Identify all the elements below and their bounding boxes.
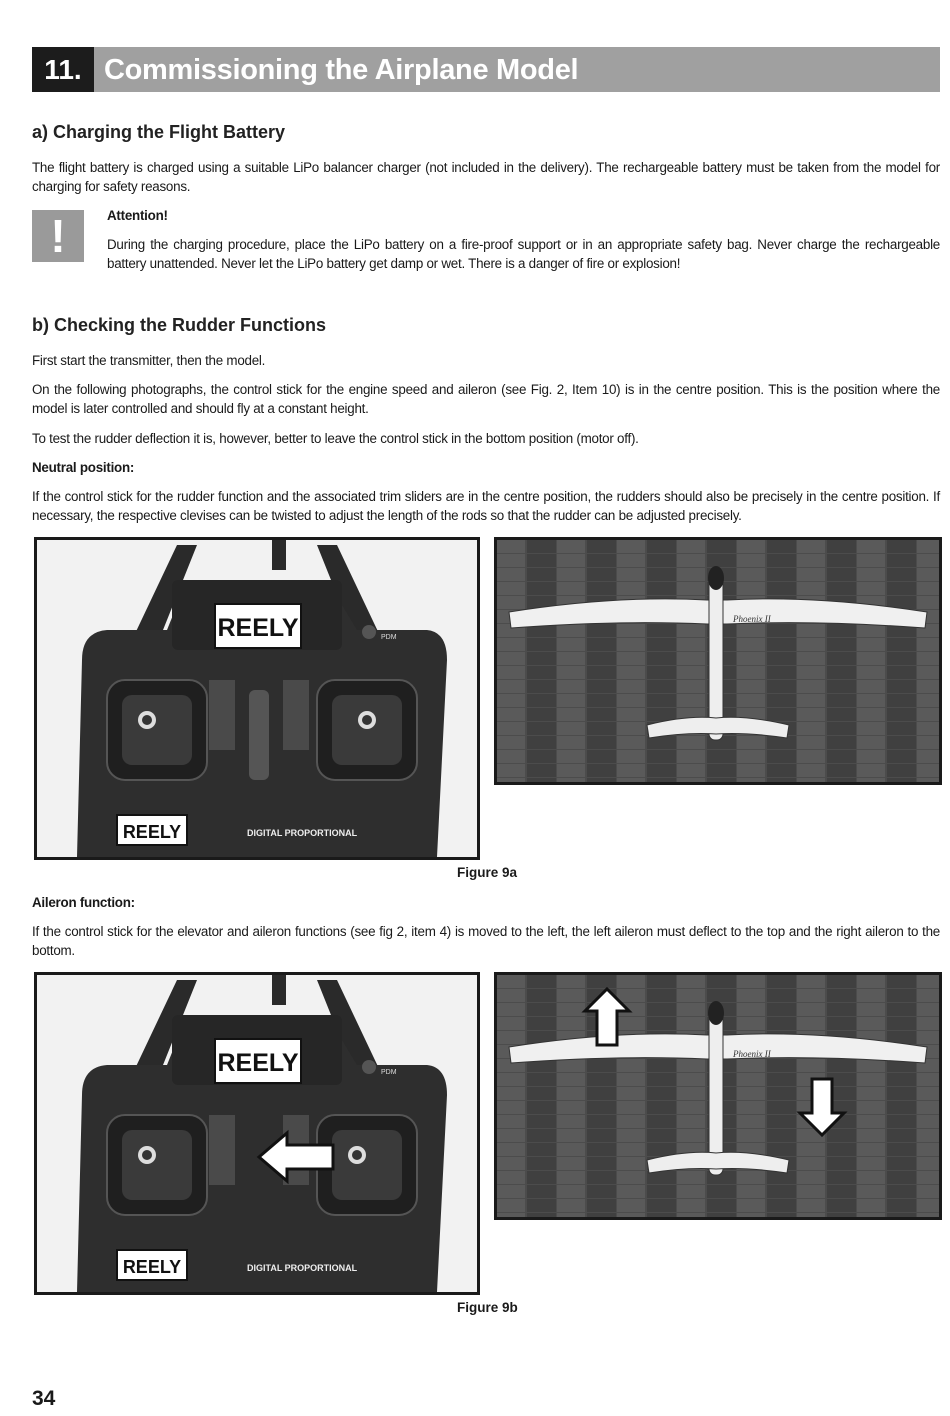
brand-logo-bottom: REELY <box>122 822 182 842</box>
heading-charging: a) Charging the Flight Battery <box>32 122 286 142</box>
digital-proportional-label: DIGITAL PROPORTIONAL <box>247 828 358 838</box>
attention-title: Attention! <box>107 208 168 223</box>
rudder-paragraph-1: First start the transmitter, then the model. <box>32 353 266 368</box>
airplane-photo-neutral <box>494 537 942 785</box>
transmitter-photo-neutral <box>34 537 480 860</box>
brand-logo-top-b: REELY <box>217 1049 299 1077</box>
digital-proportional-label-b: DIGITAL PROPORTIONAL <box>247 1263 358 1273</box>
warning-icon <box>32 210 84 262</box>
airplane-photo-aileron <box>494 972 942 1220</box>
pdm-label: PDM <box>381 634 397 641</box>
warning-symbol: ! <box>50 210 66 262</box>
aileron-title: Aileron function: <box>32 895 135 910</box>
neutral-title: Neutral position: <box>32 460 135 475</box>
section-number: 11. <box>32 47 94 92</box>
section-header <box>32 47 940 92</box>
brand-logo-bottom-b: REELY <box>122 1257 182 1277</box>
neutral-text: If the control stick for the rudder function and the associated trim sliders are in the centre position, the rudders should also be precisely in the centre position. If necessary, the respective clevises can be twisted to adjust the length of the rods so that the rudder can be adjusted precisely. <box>32 489 940 523</box>
pdm-label-b: PDM <box>381 1069 397 1076</box>
brand-logo-top: REELY <box>217 614 299 642</box>
rudder-paragraph-2: On the following photographs, the control stick for the engine speed and aileron (see Fig. 2, Item 10) is in the centre position. This is the position where the model is later controlled and should fly at a constant height. <box>32 382 940 416</box>
plane-name-label: Phoenix II <box>733 614 771 624</box>
page-number: 34 <box>32 1387 56 1410</box>
transmitter-photo-aileron <box>34 972 480 1295</box>
section-title: Commissioning the Airplane Model <box>104 54 579 86</box>
figure-9b-caption: Figure 9b <box>457 1300 518 1315</box>
aileron-text: If the control stick for the elevator and aileron functions (see fig 2, item 4) is moved to the left, the left aileron must deflect to the top and the right aileron to the bottom. <box>32 924 940 958</box>
attention-text: During the charging procedure, place the LiPo battery on a fire-proof support or in an appropriate safety bag. Never charge the rechargeable battery unattended. Never let the LiPo battery get damp or wet. There is a danger of fire or explosion! <box>107 237 940 271</box>
charging-paragraph: The flight battery is charged using a suitable LiPo balancer charger (not included in the delivery). The rechargeable battery must be taken from the model for charging for safety reasons. <box>32 160 940 194</box>
plane-name-label-b: Phoenix II <box>733 1049 771 1059</box>
rudder-paragraph-3: To test the rudder deflection it is, however, better to leave the control stick in the bottom position (motor off). <box>32 431 639 446</box>
heading-rudder: b) Checking the Rudder Functions <box>32 315 327 335</box>
figure-9a-caption: Figure 9a <box>457 865 518 880</box>
